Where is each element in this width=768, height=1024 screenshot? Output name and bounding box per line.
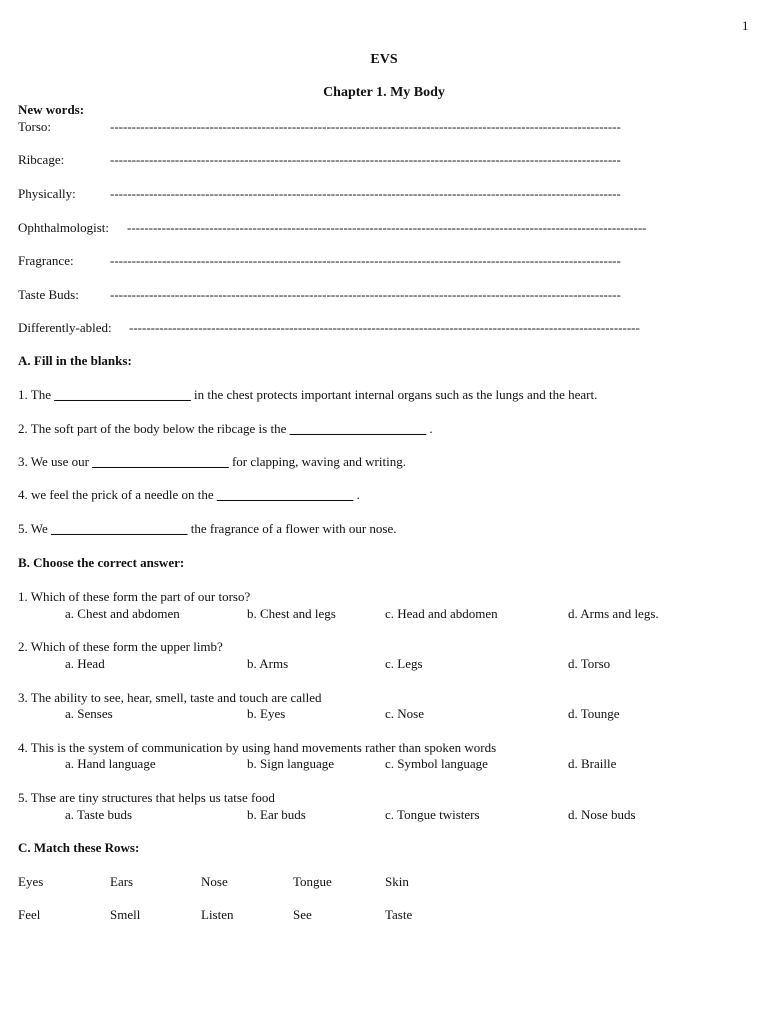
question-text: 4. we feel the prick of a needle on the <box>18 487 217 502</box>
mcq-option: c. Head and abdomen <box>385 606 498 621</box>
page-number: 1 <box>742 18 749 33</box>
answer-line: ---------------------------------------------------------------------------------------------------------------------- <box>110 152 621 167</box>
section-a-heading: A. Fill in the blanks: <box>18 353 132 368</box>
match-item: Skin <box>385 874 409 889</box>
mcq-option: a. Head <box>65 656 105 671</box>
match-item: See <box>293 907 312 922</box>
blank-line: _____________________ <box>54 387 191 402</box>
question-text: 3. We use our <box>18 454 93 469</box>
blank-line: _____________________ <box>289 421 427 436</box>
term-fragrance: Fragrance: <box>18 253 74 268</box>
mcq-option: b. Eyes <box>247 706 286 721</box>
mcq-option: d. Nose buds <box>568 807 636 822</box>
question-text: the fragrance of a flower with our nose. <box>187 521 397 536</box>
mcq-option: b. Chest and legs <box>247 606 336 621</box>
new-words-heading: New words: <box>18 102 85 117</box>
mcq-question: 4. This is the system of communication by using hand movements rather than spoken words <box>18 740 497 755</box>
mcq-option: c. Symbol language <box>385 756 488 771</box>
question-text: in the chest protects important internal organs such as the lungs and the heart. <box>190 387 598 402</box>
mcq-option: d. Arms and legs. <box>568 606 659 621</box>
match-item: Ears <box>110 874 134 889</box>
mcq-question: 5. Thse are tiny structures that helps us tatse food <box>18 790 275 805</box>
term-taste-buds: Taste Buds: <box>18 287 79 302</box>
fill-blank-question <box>18 454 406 470</box>
question-text: 1. The <box>18 387 55 402</box>
mcq-option: a. Taste buds <box>65 807 133 822</box>
match-item: Listen <box>201 907 234 922</box>
fill-blank-question <box>18 421 433 437</box>
term-ophthalmologist: Ophthalmologist: <box>18 220 109 235</box>
question-text: . <box>426 421 433 436</box>
subject-title: EVS <box>370 52 398 67</box>
mcq-question: 1. Which of these form the part of our torso? <box>18 589 251 604</box>
mcq-option: b. Arms <box>247 656 289 671</box>
mcq-option: d. Torso <box>568 656 611 671</box>
section-c-heading: C. Match these Rows: <box>18 840 140 855</box>
term-torso: Torso: <box>18 119 52 134</box>
mcq-option: c. Legs <box>385 656 423 671</box>
answer-line: ---------------------------------------------------------------------------------------------------------------------- <box>129 320 640 335</box>
fill-blank-question <box>18 487 360 503</box>
mcq-option: a. Chest and abdomen <box>65 606 180 621</box>
mcq-option: b. Sign language <box>247 756 335 771</box>
mcq-question: 2. Which of these form the upper limb? <box>18 639 223 654</box>
match-item: Taste <box>385 907 413 922</box>
term-differently-abled: Differently-abled: <box>18 320 112 335</box>
term-ribcage: Ribcage: <box>18 152 65 167</box>
answer-line: ---------------------------------------------------------------------------------------------------------------------- <box>110 287 621 302</box>
mcq-option: c. Tongue twisters <box>385 807 480 822</box>
question-text: 2. The soft part of the body below the ribcage is the <box>18 421 290 436</box>
question-text: . <box>353 487 360 502</box>
blank-line: _____________________ <box>216 487 354 502</box>
question-text: for clapping, waving and writing. <box>228 454 406 469</box>
answer-line: ---------------------------------------------------------------------------------------------------------------------- <box>110 119 621 134</box>
match-item: Eyes <box>18 874 44 889</box>
answer-line: ------------------------------------------------------------------------------------------------------------------------ <box>127 220 647 235</box>
mcq-option: a. Senses <box>65 706 113 721</box>
term-physically: Physically: <box>18 186 76 201</box>
section-b-heading: B. Choose the correct answer: <box>18 555 185 570</box>
mcq-option: b. Ear buds <box>247 807 306 822</box>
mcq-option: d. Tounge <box>568 706 620 721</box>
mcq-option: d. Braille <box>568 756 617 771</box>
question-text: 5. We <box>18 521 52 536</box>
mcq-option: a. Hand language <box>65 756 156 771</box>
answer-line: ---------------------------------------------------------------------------------------------------------------------- <box>110 253 621 268</box>
match-item: Nose <box>201 874 228 889</box>
match-item: Tongue <box>293 874 332 889</box>
mcq-option: c. Nose <box>385 706 424 721</box>
blank-line: _____________________ <box>51 521 188 536</box>
fill-blank-question <box>18 521 397 537</box>
match-item: Smell <box>110 907 141 922</box>
match-item: Feel <box>18 907 41 922</box>
mcq-question: 3. The ability to see, hear, smell, taste and touch are called <box>18 690 322 705</box>
chapter-title: Chapter 1. My Body <box>323 85 445 100</box>
answer-line: ---------------------------------------------------------------------------------------------------------------------- <box>110 186 621 201</box>
blank-line: _____________________ <box>92 454 229 469</box>
fill-blank-question <box>18 387 597 403</box>
